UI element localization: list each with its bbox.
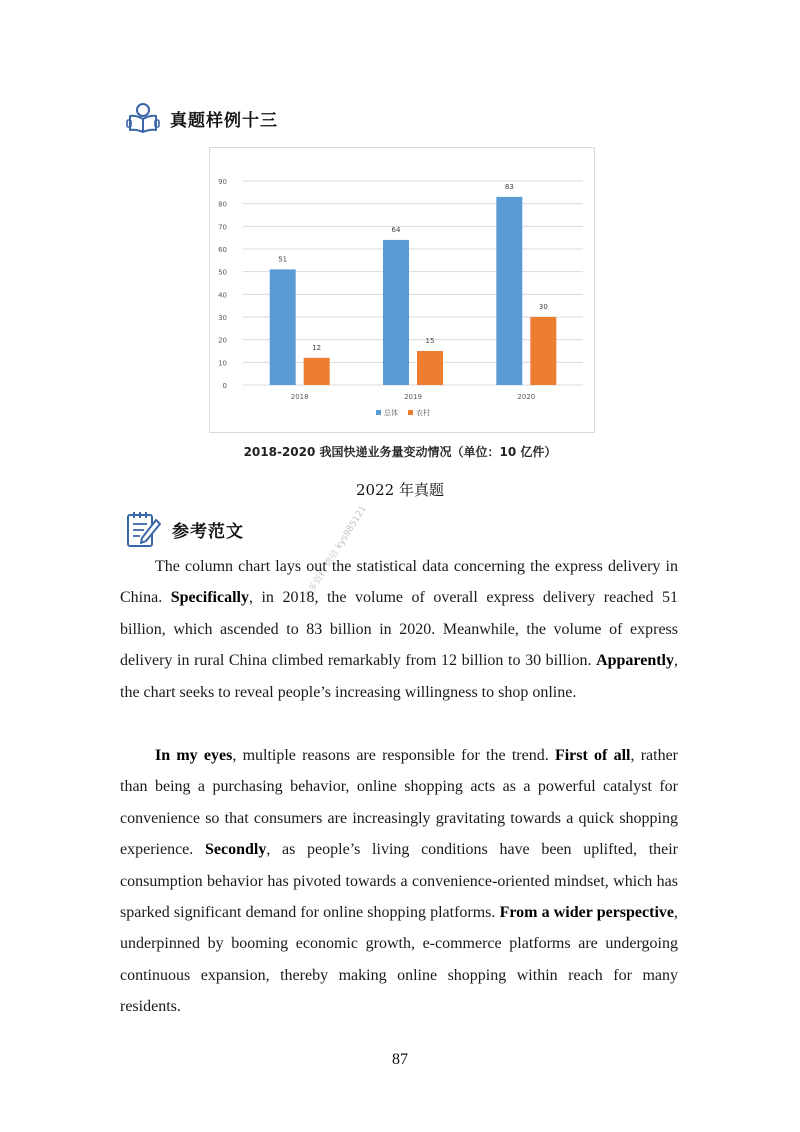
data-label: 15 — [425, 337, 435, 345]
notepad-pencil-icon — [126, 510, 162, 548]
bar-rural — [530, 317, 556, 385]
bold-phrase: Specifically — [170, 589, 249, 607]
y-tick-label: 0 — [222, 382, 227, 390]
bold-phrase: In my eyes — [155, 747, 233, 764]
page-number: 87 — [392, 1051, 408, 1068]
y-tick-label: 60 — [218, 246, 227, 254]
text-run: , the chart seeks to reveal people’s increasing willingness to shop online. — [120, 652, 678, 701]
chart-caption: 2018-2020 我国快递业务量变动情况（单位：10 亿件） — [243, 445, 557, 459]
bar-total — [496, 197, 522, 385]
y-tick-label: 30 — [218, 314, 227, 322]
text-run: , multiple reasons are responsible for the trend. — [232, 747, 555, 764]
essay-paragraph-2 — [120, 740, 678, 1023]
bold-phrase: Apparently — [596, 652, 674, 670]
y-tick-label: 20 — [218, 336, 227, 345]
chart-canvas — [210, 148, 594, 432]
y-tick-label: 40 — [218, 291, 227, 300]
bar-total — [383, 240, 409, 385]
section-title-reference: 参考范文 — [172, 521, 244, 542]
bold-phrase: Secondly — [204, 841, 267, 859]
y-tick-label: 90 — [218, 178, 227, 186]
section-header-reference — [126, 510, 244, 548]
y-tick-label: 10 — [218, 359, 227, 368]
bold-phrase: From a wider perspective — [499, 904, 675, 922]
text-run: , as people’s living conditions have been uplifted, their consumption behavior has pivoted towards a convenience-oriented mindset, which has sparked significant demand for online shopping platforms. — [120, 841, 679, 922]
section-header-example — [126, 102, 278, 134]
reader-icon — [126, 102, 160, 134]
data-label: 12 — [312, 343, 322, 352]
y-tick-label: 70 — [218, 223, 227, 232]
bar-rural — [417, 351, 443, 385]
bold-phrase: First of all — [554, 747, 631, 764]
text-run: , in 2018, the volume of overall express delivery reached 51 billion, which ascended to 83 billion in 2020. Meanwhile, the volume of express delivery in rural China climbed remarkably from 12 billion to 30 billion. — [120, 589, 679, 670]
bar-rural — [304, 358, 330, 385]
text-run: , rather than being a purchasing behavior, online shopping acts as a powerful catalyst for convenience so that consumers are increasingly gravitating towards a quick shopping experience. — [120, 747, 679, 859]
y-tick-label: 50 — [218, 268, 227, 277]
exam-label: 2022 年真题 — [356, 481, 444, 499]
y-tick-label: 80 — [218, 200, 227, 209]
legend-swatch — [376, 410, 381, 415]
data-label: 83 — [504, 182, 514, 191]
legend-label: 总体 — [384, 409, 398, 417]
data-label: 51 — [278, 255, 288, 264]
bar-total — [270, 269, 296, 385]
data-label: 30 — [538, 303, 548, 311]
legend-swatch — [408, 410, 413, 415]
section-title-example: 真题样例十三 — [170, 110, 278, 131]
essay-paragraph-1 — [120, 551, 678, 708]
x-tick-label: 2018 — [290, 393, 309, 401]
text-run: , underpinned by booming economic growth, e-commerce platforms are undergoing continuous expansion, thereby making online shopping within reach for many residents. — [120, 904, 679, 1016]
x-tick-label: 2020 — [517, 393, 536, 401]
data-label: 64 — [391, 225, 401, 234]
legend-label: 农村 — [416, 409, 430, 417]
text-run: The column chart lays out the statistical data concerning the express delivery in China. — [120, 558, 678, 607]
watermark: 更多资料 微信 kys985121 — [302, 504, 369, 602]
x-tick-label: 2019 — [404, 393, 422, 401]
bar-chart — [209, 147, 595, 433]
